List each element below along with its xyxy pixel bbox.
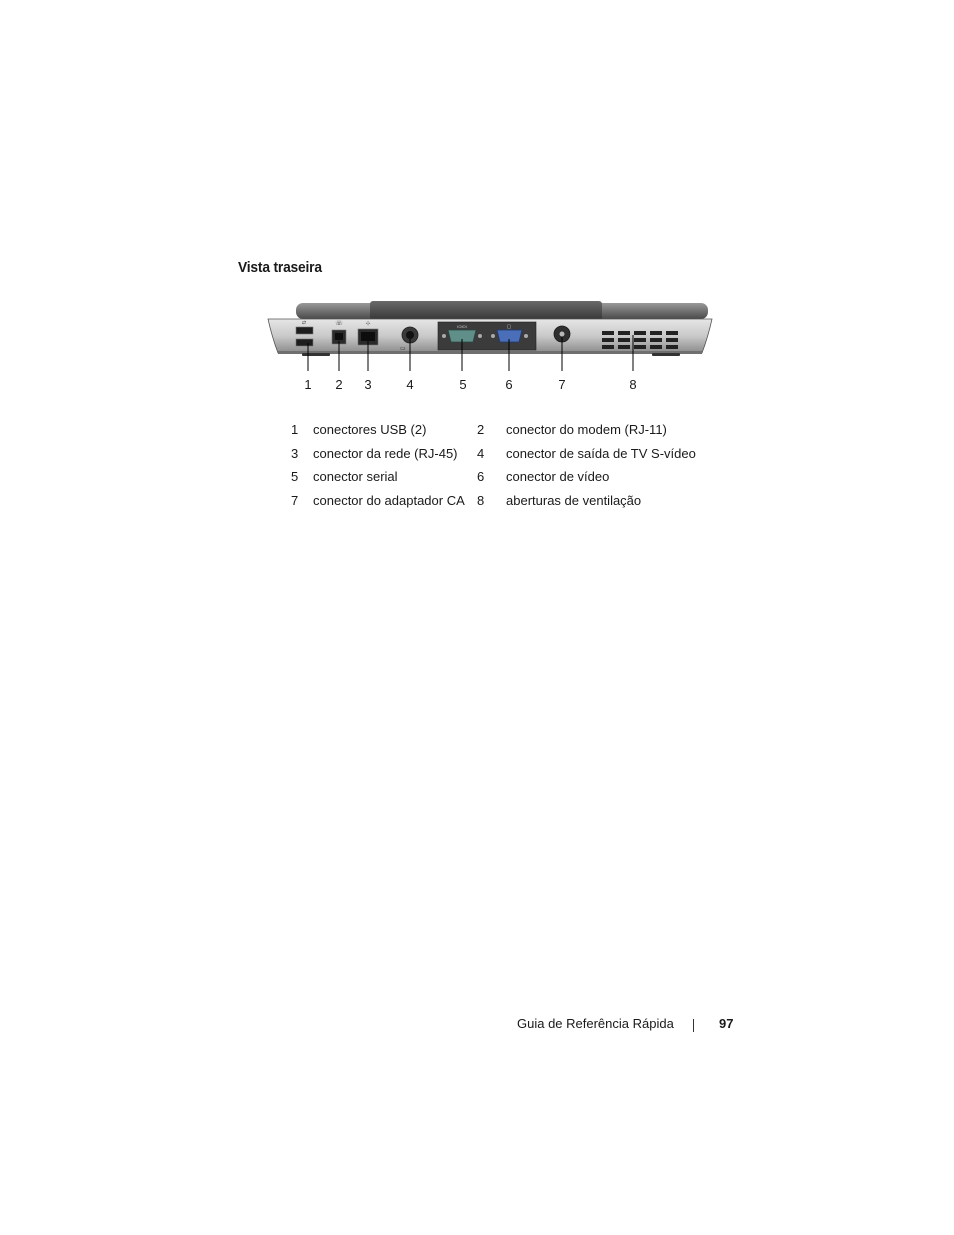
network-port-opening — [361, 332, 375, 341]
network-icon: ⊹ — [365, 321, 371, 327]
laptop-back-view-figure — [262, 297, 718, 397]
legend-label: conector do modem (RJ-11) — [506, 422, 667, 438]
serial-icon: IOIOI — [457, 324, 467, 329]
legend-number: 7 — [291, 492, 299, 508]
legend-label: conector do adaptador CA — [313, 492, 465, 508]
legend-label: conector de saída de TV S-vídeo — [506, 445, 696, 461]
callout-number-6: 6 — [505, 377, 513, 392]
usb-icon: ⇄ — [301, 320, 307, 326]
video-screw-left — [491, 334, 495, 338]
legend-row — [286, 489, 696, 513]
callout-legend-table — [286, 418, 696, 512]
page-number: 97 — [719, 1016, 734, 1031]
callout-number-4: 4 — [406, 377, 414, 392]
serial-screw-left — [442, 334, 446, 338]
rubber-foot-left — [302, 353, 330, 356]
footer-guide-title: Guia de Referência Rápida — [517, 1016, 674, 1031]
legend-number: 2 — [477, 422, 485, 438]
callout-number-5: 5 — [459, 377, 467, 392]
air-vents — [602, 331, 678, 349]
monitor-icon: ▢ — [506, 324, 512, 330]
legend-number: 3 — [291, 445, 299, 461]
usb-port-bottom — [296, 339, 313, 346]
legend-label: conectores USB (2) — [313, 422, 427, 438]
footer-separator — [693, 1019, 694, 1032]
callout-number-2: 2 — [335, 377, 343, 392]
base-edge — [278, 351, 702, 354]
tv-icon: ▭ — [400, 346, 406, 352]
legend-row — [286, 418, 696, 442]
legend-label: conector da rede (RJ-45) — [313, 445, 458, 461]
callout-number-7: 7 — [558, 377, 566, 392]
legend-number: 4 — [477, 445, 485, 461]
serial-screw-right — [478, 334, 482, 338]
phone-icon: ☏ — [335, 321, 343, 327]
legend-row — [286, 465, 696, 489]
modem-port-opening — [335, 333, 343, 340]
legend-number: 5 — [291, 469, 299, 485]
usb-port-top — [296, 327, 313, 334]
legend-row — [286, 442, 696, 466]
callout-number-3: 3 — [364, 377, 372, 392]
callout-number-1: 1 — [304, 377, 312, 392]
rubber-foot-right — [652, 353, 680, 356]
legend-label: conector serial — [313, 469, 398, 485]
svideo-port-center — [406, 331, 414, 339]
legend-label: aberturas de ventilação — [506, 492, 642, 508]
section-title: Vista traseira — [238, 259, 322, 276]
legend-number: 8 — [477, 492, 485, 508]
callout-number-8: 8 — [629, 377, 637, 392]
ac-adapter-pin — [560, 332, 565, 337]
legend-number: 6 — [477, 469, 485, 485]
video-screw-right — [524, 334, 528, 338]
legend-label: conector de vídeo — [506, 469, 610, 485]
laptop-back-view-illustration — [262, 297, 718, 397]
legend-number: 1 — [291, 422, 299, 438]
